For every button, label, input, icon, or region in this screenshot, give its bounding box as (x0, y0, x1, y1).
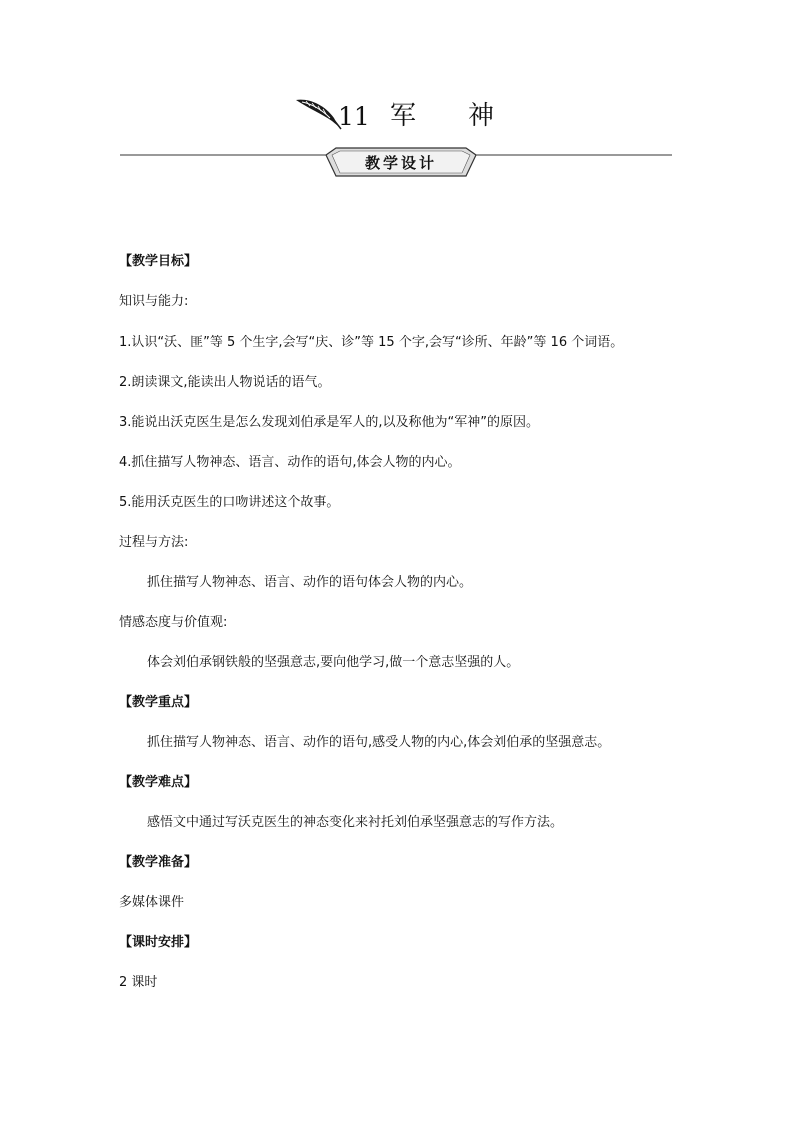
objectives-heading: 【教学目标】 (119, 254, 198, 269)
preparation-text: 多媒体课件 (119, 895, 185, 910)
difficulty-heading: 【教学难点】 (119, 775, 198, 790)
objective-item: 1.认识“沃、匪”等 5 个生字,会写“庆、诊”等 15 个字,会写“诊所、年龄”等 16 个词语。 (119, 335, 624, 350)
difficulty-text: 感悟文中通过写沃克医生的神态变化来衬托刘伯承坚强意志的写作方法。 (147, 815, 564, 830)
preparation-heading: 【教学准备】 (119, 855, 198, 870)
objective-item: 3.能说出沃克医生是怎么发现刘伯承是军人的,以及称他为“军神”的原因。 (119, 415, 540, 430)
knowledge-label: 知识与能力: (119, 294, 189, 309)
schedule-heading: 【课时安排】 (119, 935, 198, 950)
quill-pen-icon (294, 94, 342, 130)
key-points-heading: 【教学重点】 (119, 695, 198, 710)
key-points-text: 抓住描写人物神态、语言、动作的语句,感受人物的内心,体会刘伯承的坚强意志。 (147, 735, 611, 750)
lesson-number: 11 (338, 102, 370, 131)
objective-item: 4.抓住描写人物神态、语言、动作的语句,体会人物的内心。 (119, 455, 461, 470)
lesson-title-char-2: 神 (468, 101, 495, 131)
process-text: 抓住描写人物神态、语言、动作的语句体会人物的内心。 (147, 575, 473, 590)
lesson-plan-body (119, 252, 679, 993)
process-label: 过程与方法: (119, 535, 189, 550)
objective-item: 2.朗读课文,能读出人物说话的语气。 (119, 375, 331, 390)
emotion-text: 体会刘伯承钢铁般的坚强意志,要向他学习,做一个意志坚强的人。 (147, 655, 520, 670)
lesson-title-char-1: 军 (390, 101, 417, 131)
schedule-text: 2 课时 (119, 975, 158, 990)
lesson-title (290, 92, 550, 142)
banner-label: 教学设计 (364, 154, 437, 172)
section-banner (120, 146, 672, 192)
objective-item: 5.能用沃克医生的口吻讲述这个故事。 (119, 495, 340, 510)
emotion-label: 情感态度与价值观: (119, 615, 228, 630)
